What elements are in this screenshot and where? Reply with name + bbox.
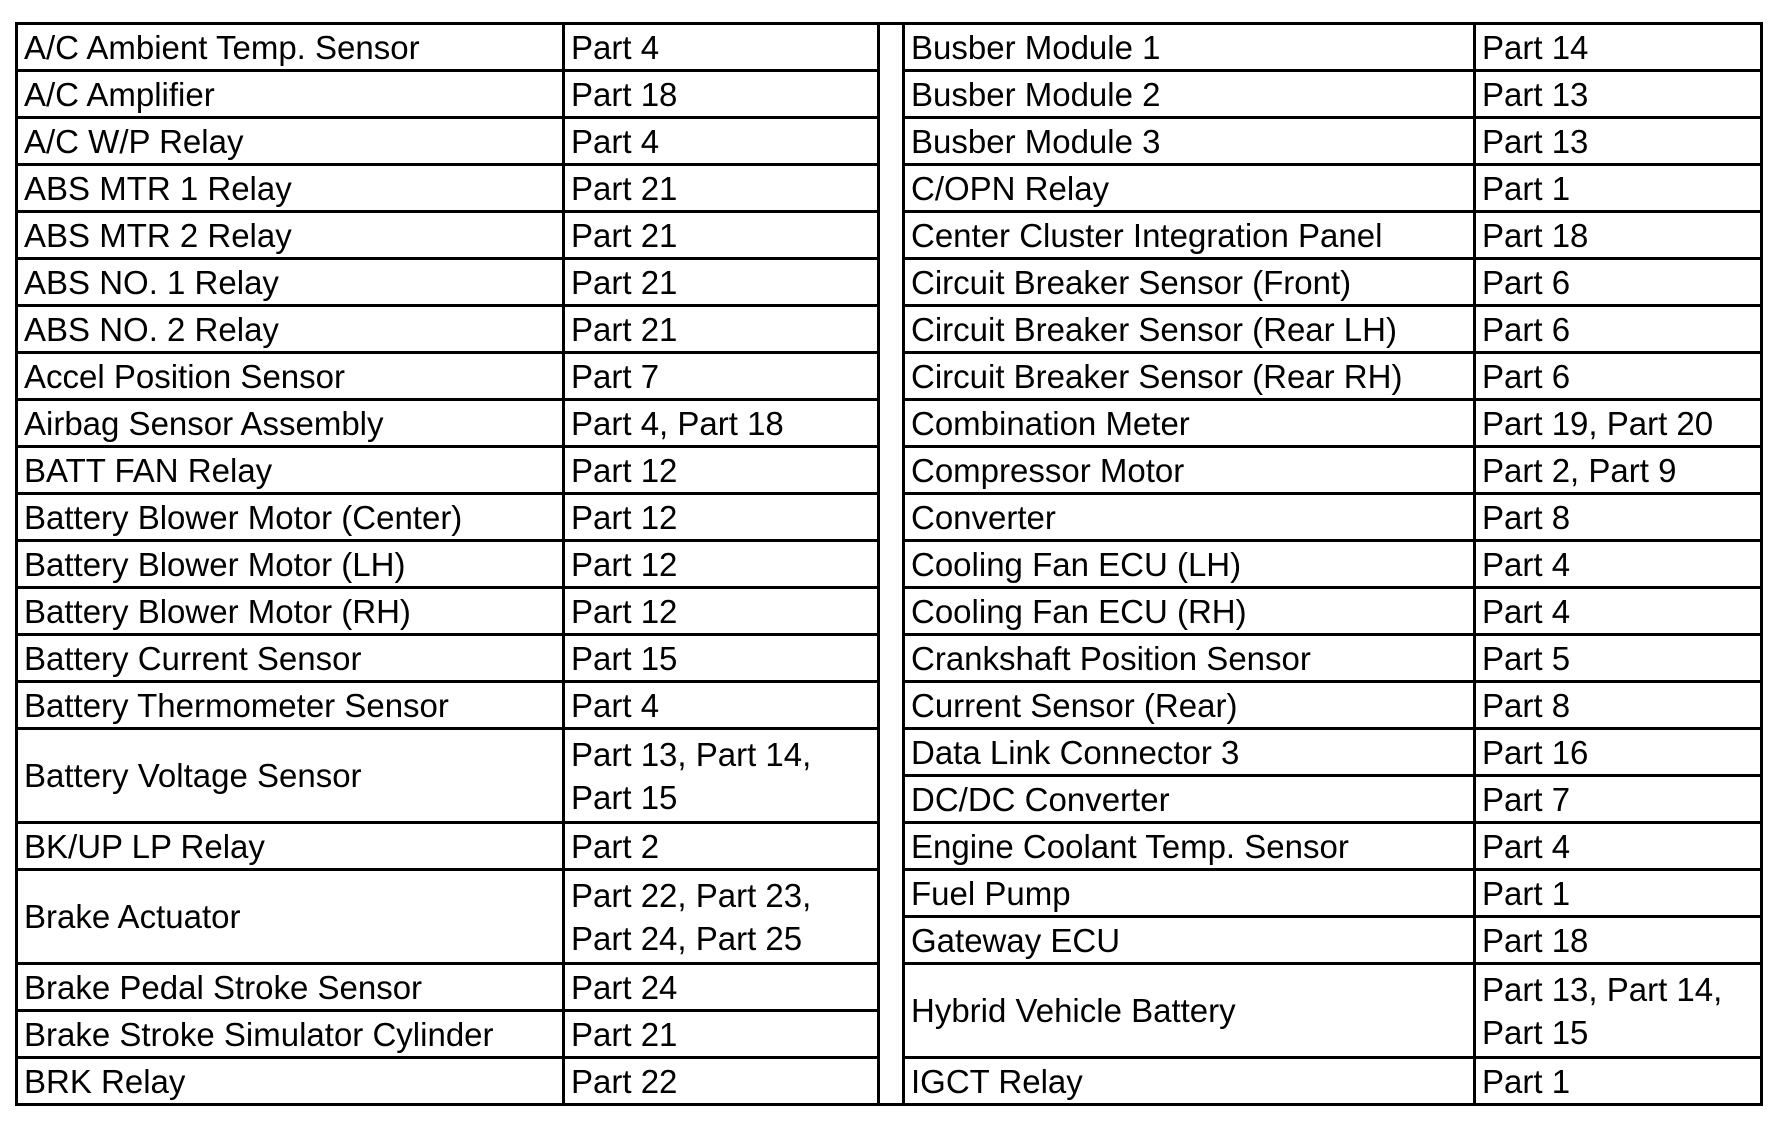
part-reference: Part 18 [1475, 917, 1762, 964]
table-row [904, 447, 1762, 494]
component-name: Crankshaft Position Sensor [904, 635, 1475, 682]
table-row [17, 541, 879, 588]
component-name: Combination Meter [904, 400, 1475, 447]
part-reference: Part 8 [1475, 494, 1762, 541]
component-name: Battery Thermometer Sensor [17, 682, 564, 729]
part-reference: Part 1 [1475, 1058, 1762, 1105]
part-reference: Part 2 [564, 823, 879, 870]
table-row [17, 353, 879, 400]
table-row [904, 729, 1762, 776]
part-reference: Part 7 [1475, 776, 1762, 823]
component-name: C/OPN Relay [904, 165, 1475, 212]
table-row [904, 71, 1762, 118]
part-reference: Part 12 [564, 541, 879, 588]
part-reference: Part 18 [1475, 212, 1762, 259]
component-name: Battery Blower Motor (LH) [17, 541, 564, 588]
component-name: Cooling Fan ECU (RH) [904, 588, 1475, 635]
component-name: A/C Ambient Temp. Sensor [17, 24, 564, 71]
part-reference: Part 12 [564, 447, 879, 494]
component-name: Compressor Motor [904, 447, 1475, 494]
part-reference: Part 4 [564, 24, 879, 71]
table-row [904, 776, 1762, 823]
table-row [17, 494, 879, 541]
component-name: Accel Position Sensor [17, 353, 564, 400]
table-row [904, 917, 1762, 964]
component-name: Busber Module 1 [904, 24, 1475, 71]
part-reference: Part 24 [564, 964, 879, 1011]
component-name: Busber Module 2 [904, 71, 1475, 118]
table-row [904, 212, 1762, 259]
part-reference: Part 13 [1475, 118, 1762, 165]
part-reference: Part 12 [564, 588, 879, 635]
part-reference: Part 13 [1475, 71, 1762, 118]
table-row [17, 823, 879, 870]
part-reference: Part 21 [564, 306, 879, 353]
part-reference: Part 13, Part 14, Part 15 [1475, 964, 1762, 1058]
component-name: Brake Pedal Stroke Sensor [17, 964, 564, 1011]
component-name: Data Link Connector 3 [904, 729, 1475, 776]
component-name: ABS NO. 2 Relay [17, 306, 564, 353]
table-row [904, 118, 1762, 165]
component-name: BK/UP LP Relay [17, 823, 564, 870]
part-reference: Part 22 [564, 1058, 879, 1105]
component-name: Cooling Fan ECU (LH) [904, 541, 1475, 588]
part-reference: Part 18 [564, 71, 879, 118]
component-name: Gateway ECU [904, 917, 1475, 964]
table-row [17, 964, 879, 1011]
component-name: ABS MTR 2 Relay [17, 212, 564, 259]
table-row [17, 1011, 879, 1058]
component-name: Brake Stroke Simulator Cylinder [17, 1011, 564, 1058]
component-table-left [15, 22, 880, 1106]
component-table-right [902, 22, 1763, 1106]
component-name: Circuit Breaker Sensor (Rear RH) [904, 353, 1475, 400]
component-name: Converter [904, 494, 1475, 541]
table-row [904, 588, 1762, 635]
table-row [904, 353, 1762, 400]
table-row [904, 494, 1762, 541]
part-reference: Part 1 [1475, 870, 1762, 917]
component-name: Engine Coolant Temp. Sensor [904, 823, 1475, 870]
part-reference: Part 15 [564, 635, 879, 682]
part-reference: Part 21 [564, 259, 879, 306]
part-reference: Part 21 [564, 212, 879, 259]
part-reference: Part 16 [1475, 729, 1762, 776]
table-row [17, 1058, 879, 1105]
table-row [17, 212, 879, 259]
table-row [904, 964, 1762, 1058]
component-name: Battery Voltage Sensor [17, 729, 564, 823]
table-row [904, 24, 1762, 71]
component-name: Circuit Breaker Sensor (Front) [904, 259, 1475, 306]
part-reference: Part 21 [564, 165, 879, 212]
component-name: Battery Blower Motor (RH) [17, 588, 564, 635]
part-reference: Part 21 [564, 1011, 879, 1058]
table-row [17, 71, 879, 118]
part-reference: Part 6 [1475, 306, 1762, 353]
component-name: DC/DC Converter [904, 776, 1475, 823]
part-reference: Part 12 [564, 494, 879, 541]
table-row [17, 259, 879, 306]
table-row [17, 588, 879, 635]
part-reference: Part 8 [1475, 682, 1762, 729]
table-row [904, 541, 1762, 588]
table-row [17, 306, 879, 353]
component-name: ABS MTR 1 Relay [17, 165, 564, 212]
component-name: A/C Amplifier [17, 71, 564, 118]
component-name: ABS NO. 1 Relay [17, 259, 564, 306]
part-reference: Part 14 [1475, 24, 1762, 71]
table-row [17, 729, 879, 823]
part-reference: Part 13, Part 14, Part 15 [564, 729, 879, 823]
part-reference: Part 22, Part 23, Part 24, Part 25 [564, 870, 879, 964]
component-name: Battery Current Sensor [17, 635, 564, 682]
component-name: Current Sensor (Rear) [904, 682, 1475, 729]
table-row [904, 635, 1762, 682]
component-name: Airbag Sensor Assembly [17, 400, 564, 447]
part-reference: Part 4 [564, 682, 879, 729]
table-row [904, 1058, 1762, 1105]
component-name: Fuel Pump [904, 870, 1475, 917]
table-row [904, 682, 1762, 729]
table-row [17, 400, 879, 447]
component-name: BATT FAN Relay [17, 447, 564, 494]
table-row [17, 447, 879, 494]
table-row [904, 259, 1762, 306]
table-row [904, 165, 1762, 212]
table-row [17, 635, 879, 682]
part-reference: Part 1 [1475, 165, 1762, 212]
component-name: Hybrid Vehicle Battery [904, 964, 1475, 1058]
component-name: A/C W/P Relay [17, 118, 564, 165]
component-name: Busber Module 3 [904, 118, 1475, 165]
part-reference: Part 2, Part 9 [1475, 447, 1762, 494]
table-row [904, 400, 1762, 447]
column-gutter [876, 22, 904, 1106]
table-row [17, 165, 879, 212]
table-row [17, 118, 879, 165]
table-row [904, 870, 1762, 917]
table-row [904, 823, 1762, 870]
part-reference: Part 6 [1475, 259, 1762, 306]
part-reference: Part 4 [1475, 588, 1762, 635]
component-name: BRK Relay [17, 1058, 564, 1105]
table-row [17, 682, 879, 729]
part-reference: Part 7 [564, 353, 879, 400]
part-reference: Part 19, Part 20 [1475, 400, 1762, 447]
table-row [17, 870, 879, 964]
table-row [17, 24, 879, 71]
part-reference: Part 4 [1475, 823, 1762, 870]
part-reference: Part 4, Part 18 [564, 400, 879, 447]
component-name: Circuit Breaker Sensor (Rear LH) [904, 306, 1475, 353]
part-reference: Part 4 [564, 118, 879, 165]
component-name: IGCT Relay [904, 1058, 1475, 1105]
part-reference: Part 6 [1475, 353, 1762, 400]
table-row [904, 306, 1762, 353]
component-name: Center Cluster Integration Panel [904, 212, 1475, 259]
component-name: Brake Actuator [17, 870, 564, 964]
part-reference: Part 4 [1475, 541, 1762, 588]
part-reference: Part 5 [1475, 635, 1762, 682]
component-name: Battery Blower Motor (Center) [17, 494, 564, 541]
